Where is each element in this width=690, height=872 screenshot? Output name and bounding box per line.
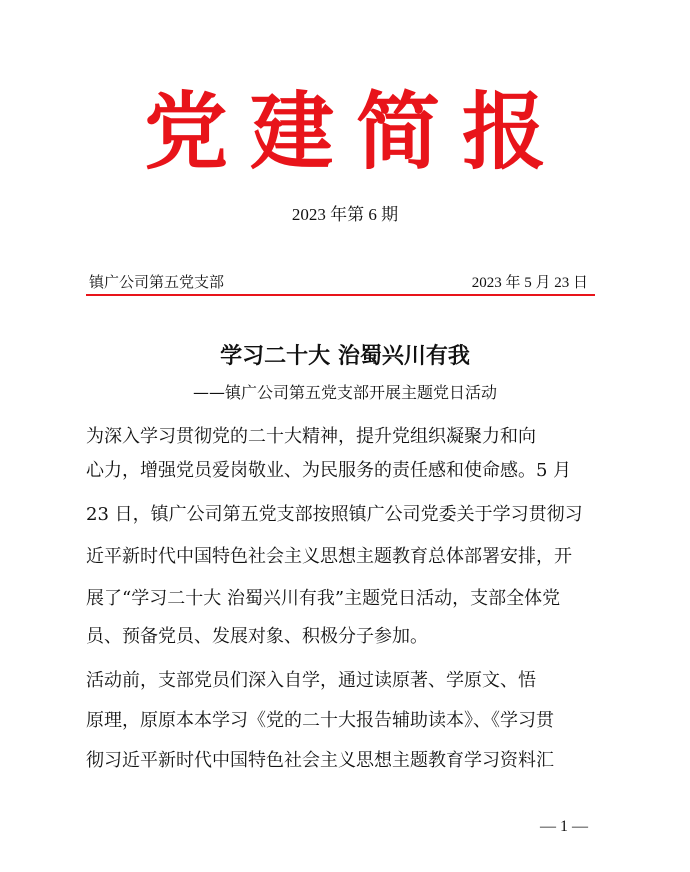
body-line: 活动前，支部党员们深入自学，通过读原著、学原文、悟 xyxy=(86,670,536,691)
body-line: 近平新时代中国特色社会主义思想主题教育总体部署安排，开 xyxy=(86,546,572,567)
masthead-title: 党建简报 xyxy=(143,82,568,181)
body-line: 23 日，镇广公司第五党支部按照镇广公司党委关于学习贯彻习 xyxy=(86,504,583,525)
body-line: 员、预备党员、发展对象、积极分子参加。 xyxy=(86,626,428,647)
body-line: 展了“学习二十大 治蜀兴川有我”主题党日活动，支部全体党 xyxy=(86,588,561,609)
body-line: 彻习近平新时代中国特色社会主义思想主题教育学习资料汇 xyxy=(86,750,554,771)
body-line: 心力，增强党员爱岗敬业、为民服务的责任感和使命感。5 月 xyxy=(86,460,572,481)
article-title: 学习二十大 治蜀兴川有我 xyxy=(220,343,470,369)
issue-date: 2023 年 5 月 23 日 xyxy=(471,275,588,291)
body-line: 原理，原原本本学习《党的二十大报告辅助读本》、《学习贯 xyxy=(86,710,554,731)
red-divider xyxy=(86,294,595,296)
page-number: — 1 — xyxy=(540,818,588,835)
issue-number: 2023 年第 6 期 xyxy=(291,205,399,224)
meta-row xyxy=(87,272,594,294)
article-subtitle: ——镇广公司第五党支部开展主题党日活动 xyxy=(192,383,497,402)
issuing-organization: 镇广公司第五党支部 xyxy=(89,275,225,291)
body-line: 为深入学习贯彻党的二十大精神，提升党组织凝聚力和向 xyxy=(86,426,536,447)
